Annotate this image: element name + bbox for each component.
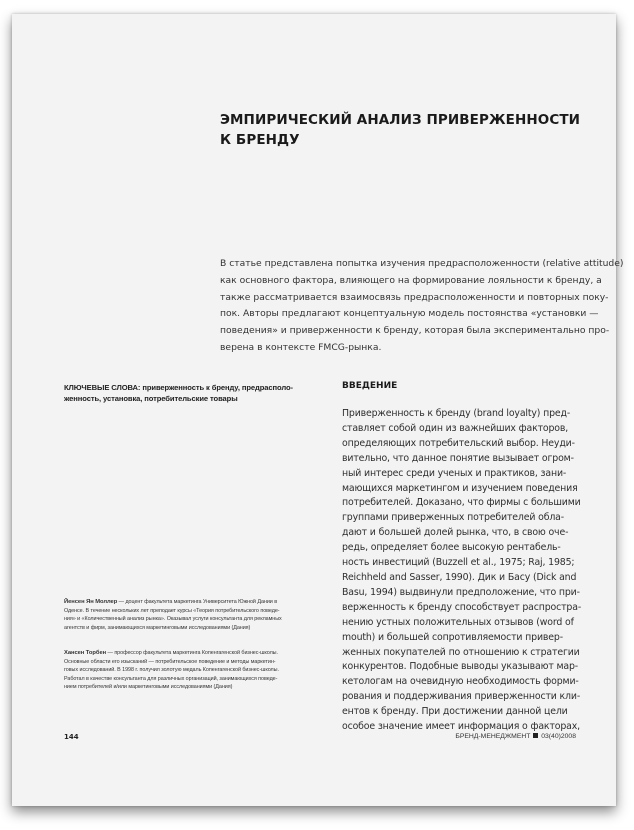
article-title-line-2: К БРЕНДУ	[220, 132, 300, 148]
body-line: конкурентов. Подобные выводы указывают мар-	[342, 661, 579, 673]
author-bio-line: агентств и фирм, занимающихся маркетинговыми исследованиями (Дания)	[64, 624, 251, 631]
body-line: Reichheld and Sasser, 1990). Дик и Басу (Dick and	[342, 571, 577, 583]
author-bio-line: говых исследований. В 1998 г. получил золотую медаль Копенгагенской бизнес-школы.	[64, 667, 279, 674]
section-body	[342, 407, 584, 735]
body-line: Приверженность к бренду (brand loyalty) пред-	[342, 408, 571, 419]
abstract-line: верена в контексте FMCG-рынка.	[220, 341, 382, 353]
body-line: кетологам на очевидную необходимость форми-	[342, 676, 579, 688]
author-bio-line: ния» и «Количественный анализ рынка». Оказывал услуги консультанта для рекламных	[64, 616, 282, 623]
article-title-line-1: ЭМПИРИЧЕСКИЙ АНАЛИЗ ПРИВЕРЖЕННОСТИ	[220, 112, 581, 128]
keywords-label: КЛЮЧЕВЫЕ СЛОВА:	[64, 383, 141, 392]
body-line: особое значение имеет информация о факторах,	[342, 721, 580, 733]
abstract-line: В статье представлена попытка изучения предрасположенности (relative attitude)	[220, 258, 624, 269]
author-bio-text: — доцент факультета маркетинга Университета Южной Дании в	[117, 599, 278, 605]
journal-issue: 03(40)2008	[541, 733, 576, 740]
abstract-line: как основного фактора, влияющего на формирование лояльности к бренду, а	[220, 274, 602, 286]
author-bio-text: — профессор факультета маркетинга Копенгагенской бизнес-школы.	[106, 650, 278, 656]
body-line: ентов к бренду. При достижении данной цели	[342, 706, 568, 718]
author-bio-line: Оденсе. В течение нескольких лет преподает курсы «Теория потребительского поведе-	[64, 607, 280, 614]
body-line: вительно, что данное понятие вызывает огром-	[342, 452, 574, 464]
body-line: ность инвестиций (Buzzell et al., 1975; Raj, 1985;	[342, 557, 575, 569]
author-bio	[64, 649, 334, 692]
body-line: ный интерес среди ученых и практиков, зани-	[342, 467, 567, 479]
body-line: mouth) и большей сопротивляемости привер-	[342, 631, 563, 643]
journal-footer	[455, 733, 576, 740]
abstract-line: пок. Авторы предлагают концептуальную модель постоянства «установки —	[220, 308, 599, 320]
body-line: верженность к бренду способствует распростра-	[342, 601, 582, 613]
author-bio-line: Работал в качестве консультанта для различных организаций, занимающихся поведе-	[64, 675, 278, 682]
body-line: рования и поддерживания приверженности кли-	[342, 691, 581, 703]
article-title	[220, 110, 600, 150]
document-page	[12, 14, 624, 806]
page-number: 144	[64, 733, 79, 741]
square-bullet-icon	[533, 733, 538, 738]
author-bio-line	[64, 649, 334, 658]
author-bio-line: Основные области его изысканий — потребительское поведение и методы маркетин-	[64, 658, 276, 665]
body-line: редь, определяет более высокую рентабель-	[342, 542, 561, 554]
body-line: определяющих потребительский выбор. Неуди-	[342, 437, 575, 449]
author-bio	[64, 598, 334, 632]
body-line: мающихся маркетингом и изучением поведения	[342, 482, 578, 494]
author-name: Йенсен Ян Моллер	[64, 599, 118, 605]
author-bio-line	[64, 598, 334, 607]
body-line: ставляет собой один из важнейших факторов,	[342, 422, 569, 434]
abstract-line: поведения» и приверженности к бренду, которая была экспериментально про-	[220, 325, 610, 337]
keywords-text-line-1: приверженность к бренду, предрасполо-	[140, 383, 293, 392]
section-heading: ВВЕДЕНИЕ	[342, 381, 398, 391]
journal-name: БРЕНД-МЕНЕДЖМЕНТ	[455, 733, 531, 740]
article-abstract	[220, 256, 624, 357]
body-line: дают и большей долей рынка, что, в свою оче-	[342, 527, 569, 539]
body-line: Basu, 1994) выдвинули предположение, что при-	[342, 586, 580, 598]
author-name: Хансен Торбен	[64, 650, 107, 656]
body-line: женных покупателей по отношению к стратегии	[342, 646, 580, 658]
author-bio-line: нием потребителей и/или маркетинговыми исследованиями (Дания)	[64, 684, 233, 691]
body-line: потребителей. Доказано, что фирмы с большими	[342, 497, 581, 509]
keywords-block	[64, 383, 334, 404]
keywords-text-line-2: женность, установка, потребительские товары	[64, 393, 238, 403]
abstract-line: также рассматривается взаимосвязь предрасположенности и повторных поку-	[220, 291, 609, 303]
body-line: нению устных положительных отзывов (word of	[342, 616, 574, 628]
body-line: группами приверженных потребителей обла-	[342, 512, 565, 524]
